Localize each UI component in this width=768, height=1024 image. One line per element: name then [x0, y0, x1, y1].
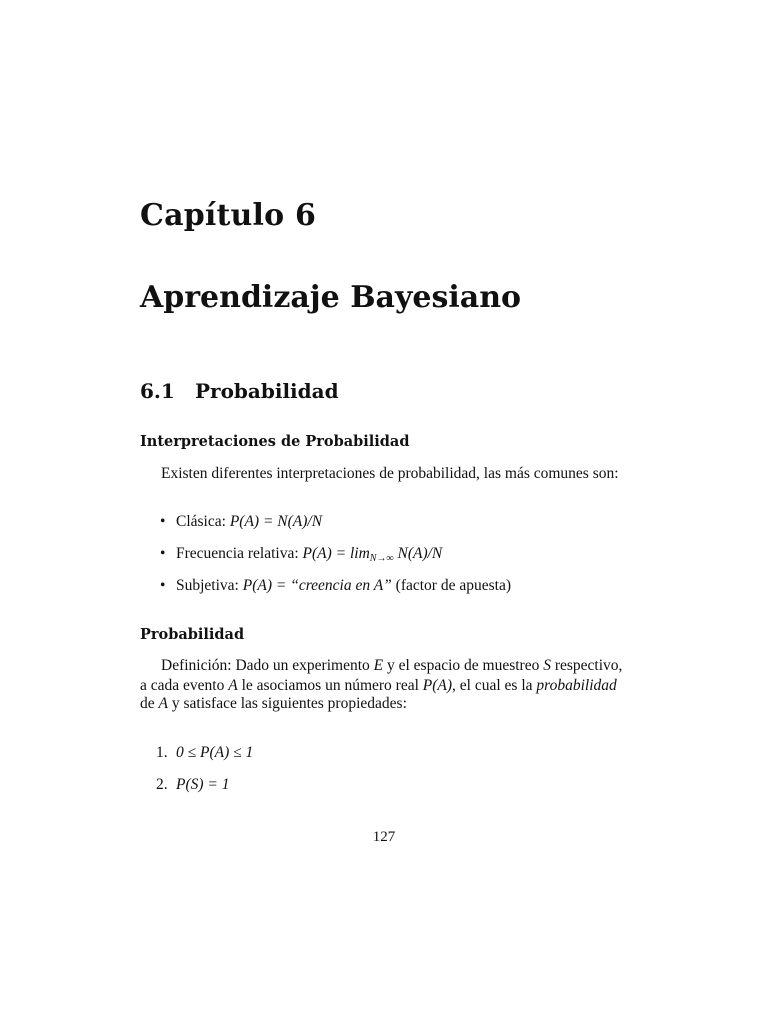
item-formula-subscript: N→∞	[369, 553, 394, 564]
item-label: Frecuencia relativa:	[176, 545, 303, 562]
item-formula: P(S) = 1	[176, 776, 230, 793]
math-run: A	[158, 695, 168, 712]
chapter-label: Capítulo 6	[140, 198, 317, 233]
item-number: 1.	[156, 744, 168, 761]
bullet-icon: •	[160, 545, 166, 562]
item-formula: P(A) = N(A)/N	[229, 513, 323, 530]
list-item	[160, 545, 442, 564]
item-formula: 0 ≤ P(A) ≤ 1	[176, 744, 254, 761]
section-title: Probabilidad	[195, 379, 339, 403]
item-formula: P(A) =	[242, 577, 291, 594]
chapter-title: Aprendizaje Bayesiano	[140, 280, 522, 315]
section-number: 6.1	[140, 379, 175, 403]
math-run: A	[228, 677, 238, 694]
definition-line	[140, 695, 407, 713]
text-run: a cada evento	[140, 677, 229, 694]
text-run: y satisface las siguientes propiedades:	[167, 695, 407, 712]
text-run: de	[140, 695, 159, 712]
text-run: Definición: Dado un experimento	[161, 657, 374, 674]
item-formula: P(A) = lim	[302, 545, 370, 562]
list-item	[156, 776, 230, 794]
math-run: E	[373, 657, 384, 674]
definition-line	[140, 677, 617, 695]
bullet-icon: •	[160, 577, 166, 594]
interpretations-intro: Existen diferentes interpretaciones de probabilidad, las más comunes son:	[161, 465, 619, 482]
item-number: 2.	[156, 776, 168, 793]
definition-line	[161, 657, 622, 675]
list-item	[156, 744, 253, 762]
math-run: P(A)	[422, 677, 453, 694]
list-item	[160, 513, 322, 531]
text-run: respectivo,	[550, 657, 623, 674]
text-run: y el espacio de muestreo	[383, 657, 544, 674]
bullet-icon: •	[160, 513, 166, 530]
text-run: le asociamos un número real	[237, 677, 423, 694]
item-formula-tail: N(A)/N	[393, 545, 443, 562]
item-label: Subjetiva:	[176, 577, 243, 594]
section-heading	[140, 379, 339, 403]
emphasis-run: probabilidad	[536, 677, 617, 694]
item-quote: “creencia en A”	[290, 577, 392, 594]
list-item	[160, 577, 511, 595]
probability-heading: Probabilidad	[140, 626, 245, 643]
math-run: S	[543, 657, 551, 674]
interpretations-heading: Interpretaciones de Probabilidad	[140, 433, 410, 450]
page-number: 127	[372, 829, 396, 845]
item-note: (factor de apuesta)	[391, 577, 511, 594]
item-label: Clásica:	[176, 513, 230, 530]
text-run: , el cual es la	[452, 677, 537, 694]
